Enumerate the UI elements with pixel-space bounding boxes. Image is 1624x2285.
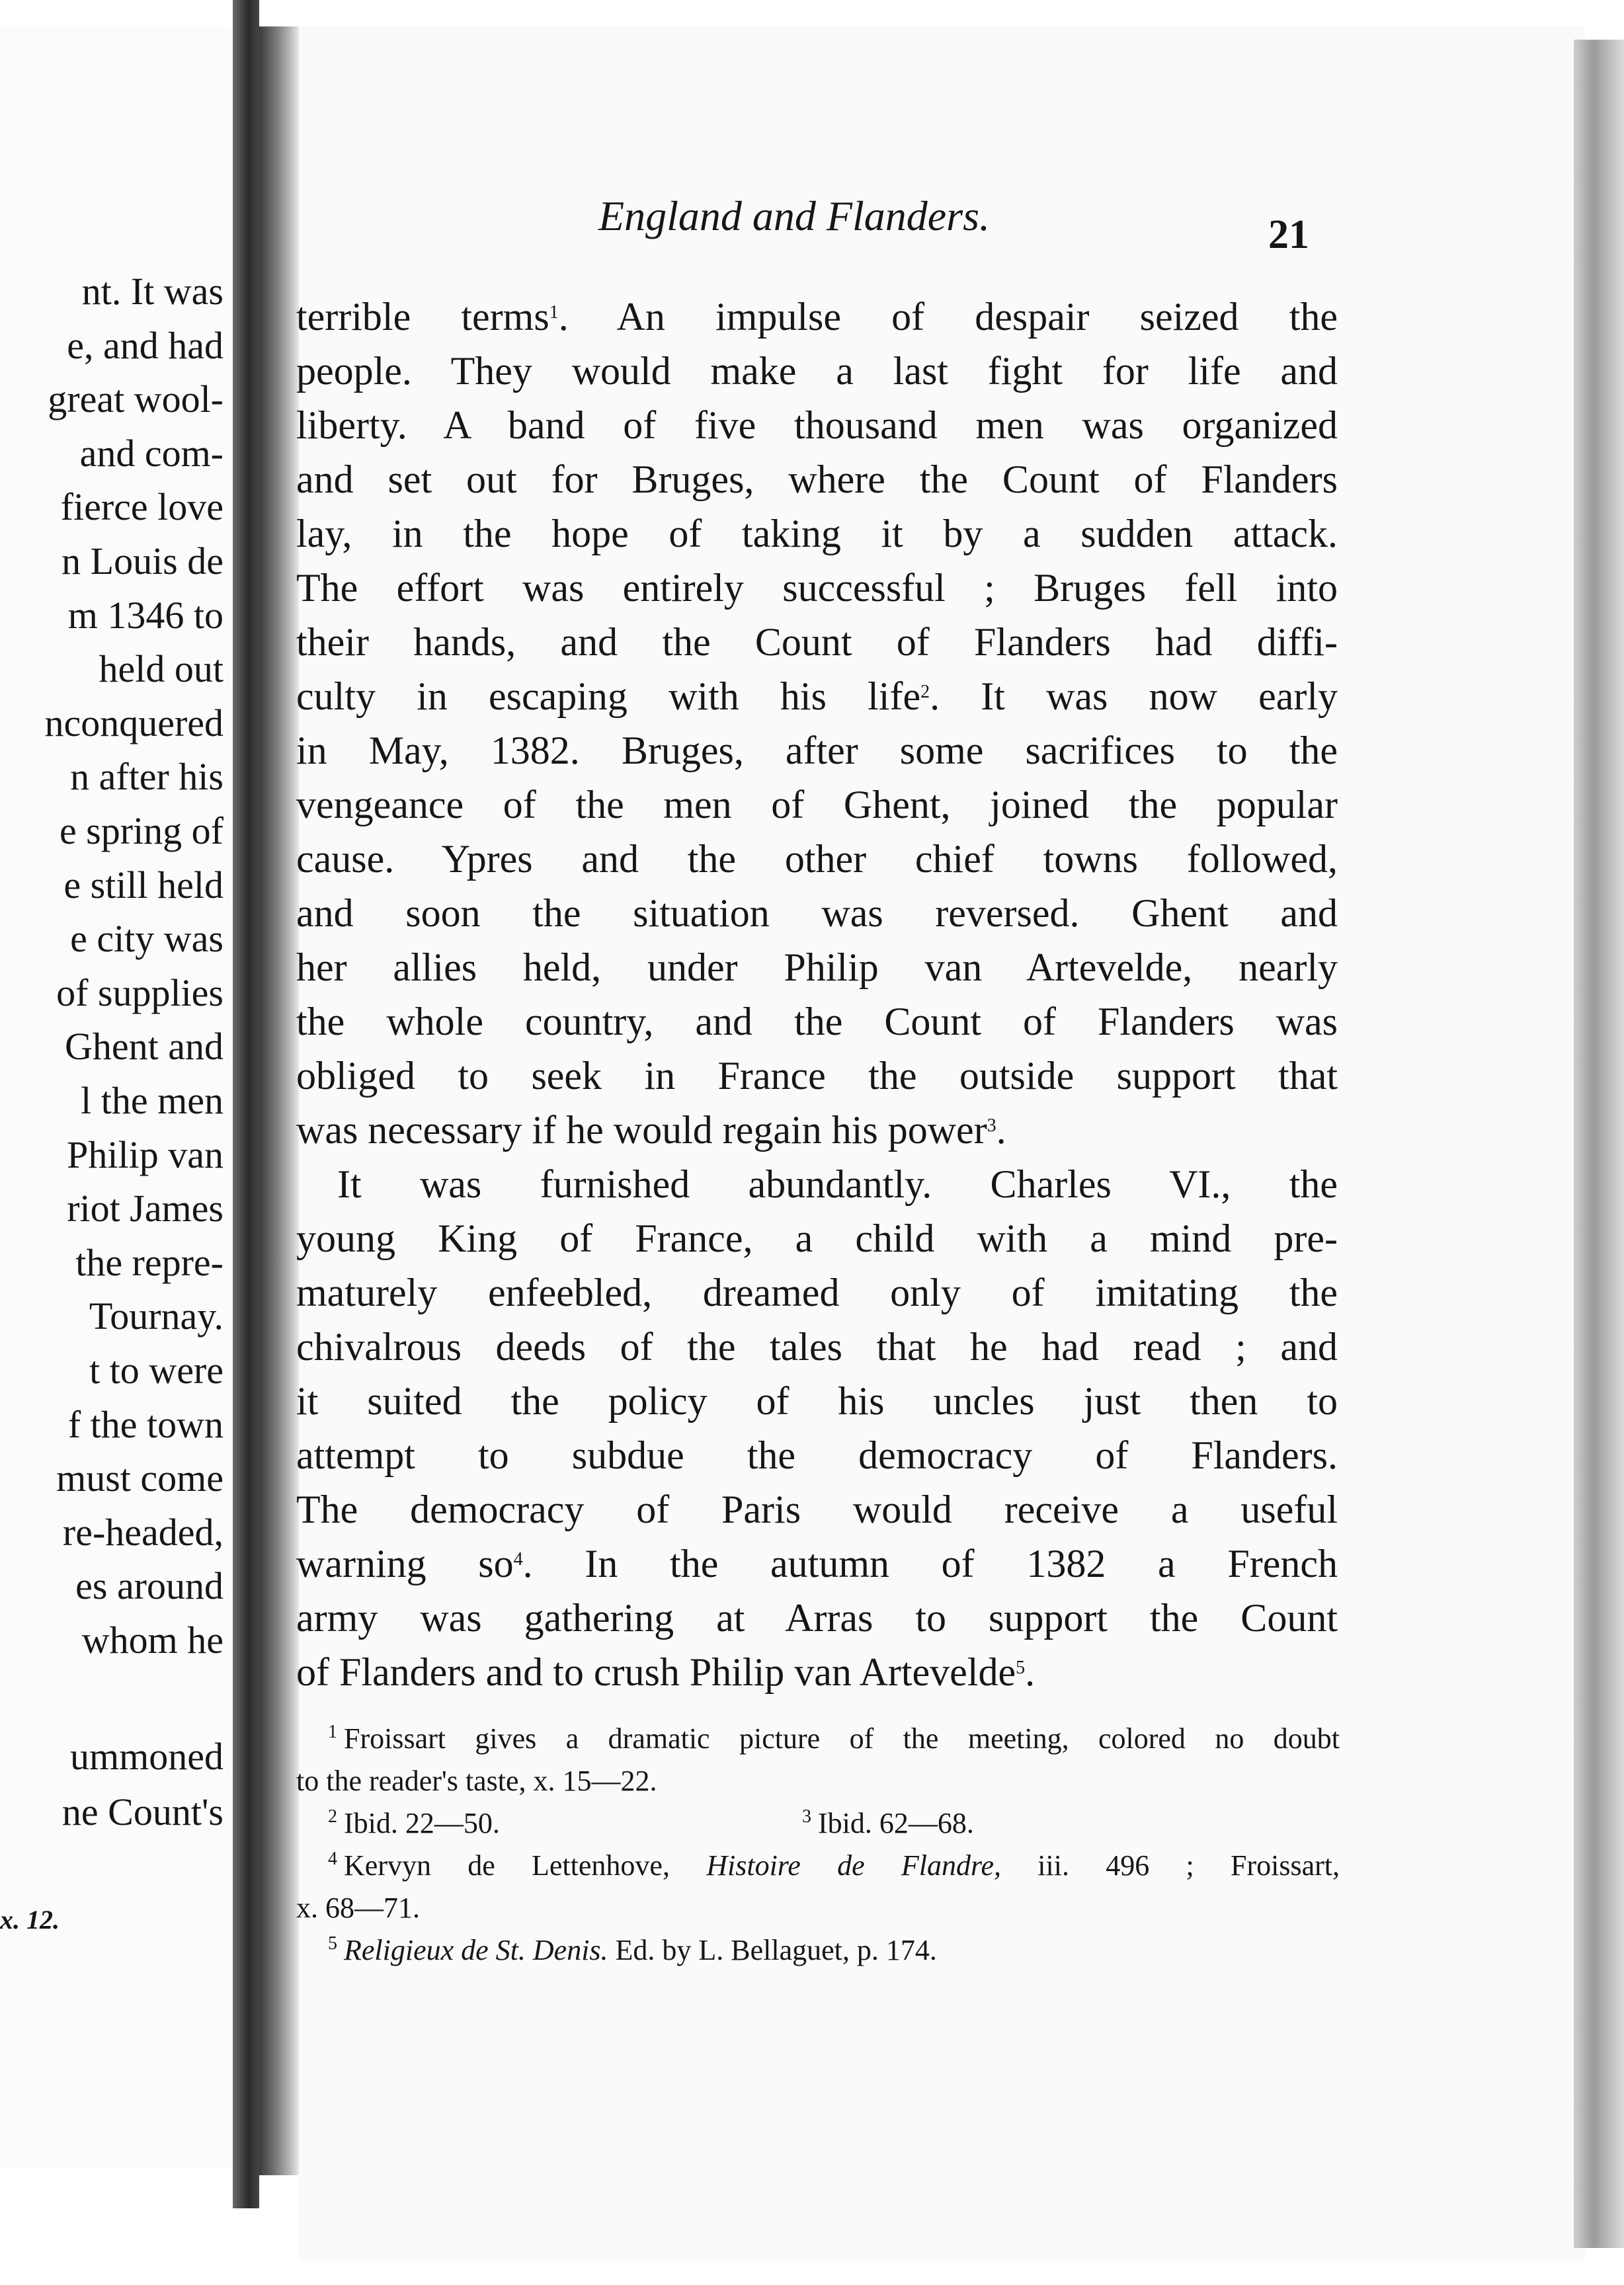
- body-line: [296, 1374, 1338, 1428]
- facing-page-line: e spring of: [59, 809, 223, 852]
- footnote-text: Ibid. 22—50.: [344, 1807, 500, 1839]
- body-line-text: army was gathering at Arras to support the Count: [296, 1596, 1338, 1640]
- facing-page-line: the repre-: [75, 1240, 223, 1284]
- facing-page-line: e city was: [70, 917, 223, 961]
- facing-page-line: Tournay.: [89, 1295, 223, 1338]
- footnote-marker: 1: [328, 1722, 337, 1742]
- footnote-title: Religieux de St. Denis.: [344, 1934, 608, 1966]
- facing-page-line: nt. It was: [81, 270, 223, 313]
- facing-page-line: e, and had: [67, 323, 223, 367]
- body-line-text: it suited the policy of his uncles just then to: [296, 1379, 1338, 1423]
- facing-page-line: held out: [99, 647, 223, 691]
- body-line: [296, 561, 1338, 615]
- body-line: [296, 723, 1338, 778]
- body-line: [296, 615, 1338, 669]
- facing-page: [0, 26, 264, 2169]
- facing-page-line: m 1346 to: [67, 593, 223, 637]
- body-line-text: cause. Ypres and the other chief towns followed,: [296, 837, 1338, 881]
- page-number: 21: [1268, 212, 1309, 257]
- footnote-reference: 4: [513, 1549, 523, 1570]
- facing-page-line: e still held: [63, 863, 223, 906]
- footnote-1-continued: to the reader's taste, x. 15—22.: [296, 1765, 657, 1797]
- body-line-text: the whole country, and the Count of Flanders was: [296, 1000, 1338, 1043]
- body-line: [296, 1320, 1338, 1374]
- body-line-text: vengeance of the men of Ghent, joined the popular: [296, 783, 1338, 826]
- body-line-text: chivalrous deeds of the tales that he had read ; and: [296, 1325, 1338, 1369]
- footnote-marker: 5: [328, 1933, 337, 1954]
- facing-page-line: Philip van: [67, 1133, 223, 1176]
- facing-page-line: whom he: [81, 1619, 223, 1662]
- footnote-5: [296, 1929, 1340, 1972]
- body-line: [296, 1265, 1338, 1320]
- footnote-text: iii. 496 ; Froissart,: [1001, 1849, 1340, 1882]
- footnote-4-continued: x. 68—71.: [296, 1892, 420, 1924]
- facing-page-line: Ghent and: [65, 1025, 223, 1068]
- facing-page-line: and com-: [79, 431, 223, 475]
- facing-page-line: es around: [75, 1564, 223, 1608]
- footnotes: [296, 1718, 1340, 1972]
- body-line-text: liberty. A band of five thousand men was organized: [296, 403, 1338, 447]
- footnote-1: [296, 1718, 1340, 1760]
- body-line-text: in May, 1382. Bruges, after some sacrifices to the: [296, 729, 1338, 772]
- body-line-text: and soon the situation was reversed. Ghent and: [296, 891, 1338, 935]
- footnote-4: [296, 1845, 1340, 1887]
- body-line-text: warning so: [296, 1542, 514, 1585]
- body-line: [296, 452, 1338, 506]
- body-line: [296, 1591, 1338, 1645]
- facing-page-line: ummoned: [70, 1735, 223, 1778]
- facing-page-line: riot James: [67, 1187, 223, 1230]
- footnote-title: Histoire de Flandre,: [706, 1849, 1002, 1882]
- body-line-text: .: [996, 1108, 1006, 1152]
- body-line-text: their hands, and the Count of Flanders had diffi-: [296, 620, 1338, 664]
- body-line: [296, 1428, 1338, 1482]
- body-line: [296, 1103, 1338, 1157]
- body-text: [296, 290, 1338, 1699]
- footnote-text: Kervyn de Lettenhove,: [344, 1849, 707, 1882]
- body-line-text: culty in escaping with his life: [296, 674, 921, 718]
- gutter-shadow: [233, 0, 259, 2208]
- running-title: England and Flanders.: [598, 192, 990, 239]
- footnote-marker: 3: [802, 1806, 811, 1827]
- facing-page-line: great wool-: [48, 378, 223, 421]
- body-line-text: lay, in the hope of taking it by a sudden attack.: [296, 512, 1338, 555]
- body-line: [296, 994, 1338, 1049]
- facing-page-line: f the town: [67, 1402, 223, 1446]
- body-line-text: The effort was entirely successful ; Bruges fell into: [296, 566, 1338, 610]
- facing-page-line: n Louis de: [61, 540, 223, 582]
- body-line-text: terrible terms: [296, 295, 549, 339]
- facing-page-line: nconquered: [44, 701, 223, 744]
- body-line: [296, 669, 1338, 723]
- body-line-text: of Flanders and to crush Philip van Artevelde: [296, 1650, 1016, 1694]
- facing-page-line: t to were: [89, 1349, 223, 1392]
- body-line: [296, 1645, 1338, 1699]
- body-line: [296, 398, 1338, 452]
- footnote-marker: 2: [328, 1806, 337, 1827]
- body-line-text: young King of France, a child with a mind pre-: [296, 1217, 1338, 1260]
- footnote-text: Froissart gives a dramatic picture of the meeting, colored no doubt: [344, 1722, 1340, 1755]
- body-line: [296, 1211, 1338, 1265]
- body-line-text: attempt to subdue the democracy of Flanders.: [296, 1433, 1338, 1477]
- body-line-text: . In the autumn of 1382 a French: [522, 1542, 1338, 1585]
- facing-page-line: must come: [56, 1457, 223, 1500]
- body-line-text: It was furnished abundantly. Charles VI., the: [337, 1162, 1338, 1206]
- body-line-text: The democracy of Paris would receive a useful: [296, 1488, 1338, 1531]
- facing-page-line: n after his: [70, 755, 223, 799]
- body-line-text: her allies held, under Philip van Artevelde, nearly: [296, 945, 1338, 989]
- body-line: [296, 506, 1338, 561]
- footnote-reference: 5: [1016, 1658, 1026, 1678]
- facing-page-line: ne Count's: [61, 1790, 223, 1833]
- footnote-marker: 4: [328, 1849, 337, 1869]
- body-line: [296, 778, 1338, 832]
- footnote-reference: 1: [549, 302, 559, 323]
- facing-page-line: fierce love: [60, 485, 223, 529]
- body-line-text: obliged to seek in France the outside support that: [296, 1054, 1338, 1098]
- body-line: [296, 832, 1338, 886]
- body-line-text: people. They would make a last fight for life and: [296, 349, 1338, 393]
- body-line: [296, 1537, 1338, 1591]
- facing-page-line: l the men: [81, 1079, 223, 1122]
- body-line-text: maturely enfeebled, dreamed only of imitating the: [296, 1271, 1338, 1314]
- body-line-text: was necessary if he would regain his power: [296, 1108, 987, 1152]
- body-line: [296, 886, 1338, 940]
- body-line: [296, 1157, 1338, 1211]
- body-line-text: .: [1025, 1650, 1035, 1694]
- facing-page-footnote-ref: x. 12.: [0, 1905, 60, 1935]
- body-line: [296, 940, 1338, 994]
- body-line: [296, 1482, 1338, 1537]
- gutter-strip: [259, 26, 299, 2175]
- body-line-text: . It was now early: [930, 674, 1338, 718]
- footnote-2: [328, 1807, 500, 1839]
- footnote-text: Ed. by L. Bellaguet, p. 174.: [608, 1934, 937, 1966]
- footnote-row-2-3: [296, 1802, 1340, 1845]
- body-line: [296, 1049, 1338, 1103]
- page-edge: [1574, 40, 1624, 2248]
- footnote-text: Ibid. 62—68.: [818, 1807, 974, 1839]
- body-line-text: and set out for Bruges, where the Count of Flanders: [296, 458, 1338, 501]
- body-line-text: . An impulse of despair seized the: [558, 295, 1338, 339]
- body-line: [296, 344, 1338, 398]
- footnote-reference: 3: [987, 1115, 996, 1136]
- footnote-reference: 2: [920, 682, 930, 702]
- facing-page-line: of supplies: [56, 971, 223, 1014]
- footnote-3: [802, 1802, 974, 1845]
- facing-page-line: re-headed,: [62, 1510, 223, 1554]
- body-line: [296, 290, 1338, 344]
